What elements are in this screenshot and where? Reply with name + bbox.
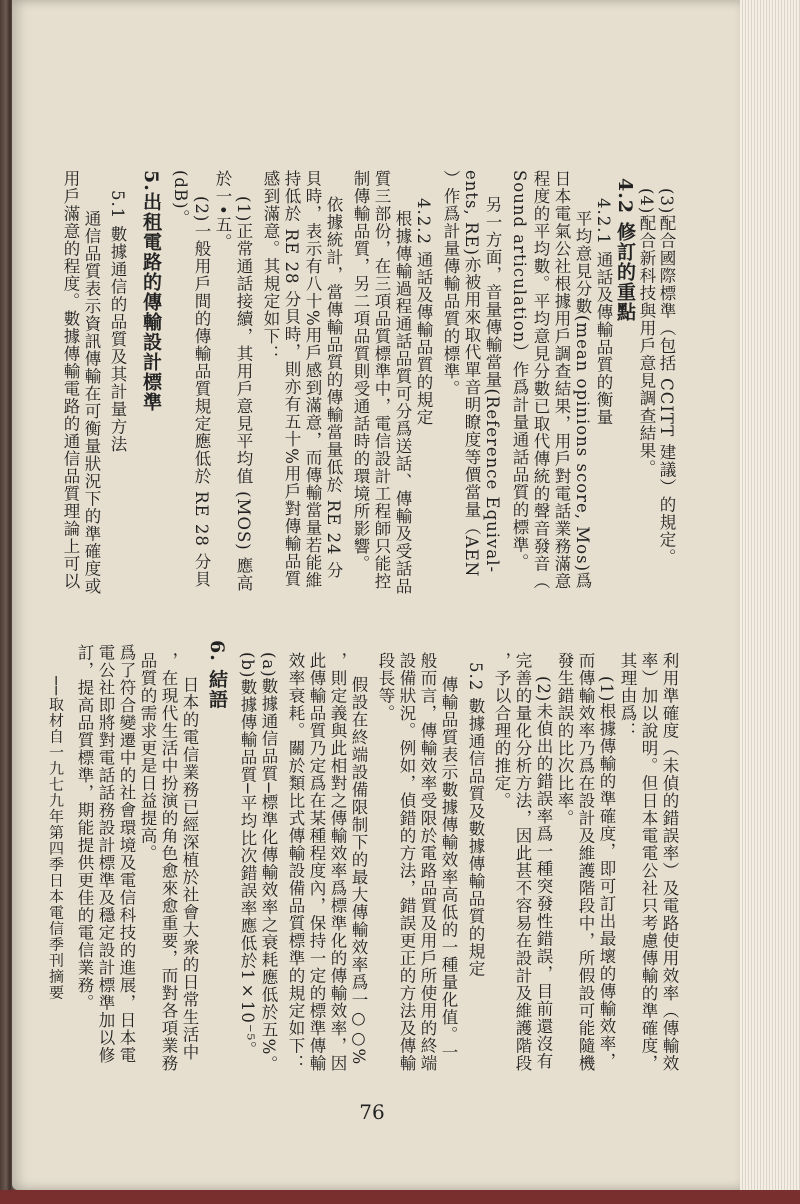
text-column: 般而言，傳輸效率受限於電路品質及用戶所使用的終端	[418, 652, 437, 1072]
text-column: 日本電氣公社根據用戶調查結果，用戶對電話業務滿意	[552, 170, 571, 590]
text-column: 其理由爲：	[618, 652, 637, 740]
text-column: (2)一般用戶間的傳輸品質規定應低於 RE 28 分貝	[192, 196, 211, 589]
text-column: (a)數據通信品質─標準化傳輸效率之衰耗應低於五%。	[259, 652, 278, 1073]
text-column: 品質的需求更是日益提高。	[138, 652, 157, 862]
text-column: 於一•五。	[213, 170, 232, 251]
text-column: 發生錯誤的比次比率。	[555, 652, 574, 827]
text-column: (3)配合國際標準（包括 CCITT 建議）的規定。	[657, 188, 676, 566]
text-column: 而傳輸效率乃爲在設計及維護階段中，所假設可能隨機	[576, 652, 595, 1072]
text-column: ，在現代生活中扮演的角色愈來愈重要，而對各項業務	[159, 652, 178, 1072]
text-column: 利用準確度（未偵的錯誤率）及電路使用效率（傳輸效	[660, 652, 679, 1072]
text-column: 效率衰耗。關於類比式傳輸設備品質標準的規定如下：	[286, 652, 305, 1072]
section-heading: 5.出租電路的傳輸設計標準	[140, 170, 162, 412]
subsection-heading: 4.2.2 通話及傳輸品質的規定	[414, 198, 433, 427]
subsection-heading: 5.1 數據通信的品質及其計量方法	[108, 190, 127, 453]
page-edges	[740, 0, 800, 1196]
subsection-heading: 5.2 數據通信品質及數據傳輸品質的規定	[466, 662, 485, 978]
text-column: ，予以合理的推定。	[492, 652, 511, 810]
text-column: (dB)。	[171, 170, 190, 228]
text-column: (1)根據傳輸的準確度，即可訂出最壞的傳輸效率，	[597, 676, 616, 1070]
text-column: 貝時，表示有八十%用戶感到滿意，而傳輸當量若能維	[303, 170, 322, 590]
text-column: 感到滿意。其規定如下：	[261, 170, 280, 363]
text-column: (4)配合新科技與用戶意見調查結果。	[637, 188, 656, 477]
text-column: 另一方面，音量傳輸當量(Reference Equival-	[483, 196, 502, 574]
text-column: (1)正常通話接續，其用戶意見平均值 (MOS) 應高	[234, 196, 253, 592]
book-cover-edge	[0, 1190, 800, 1204]
text-column: 設備狀況。例如，偵錯的方法，錯誤更正的方法及傳輸	[397, 652, 416, 1072]
text-column: (b)數據傳輸品質─平均比次錯誤率應低於1×10⁻⁵。	[238, 652, 257, 1059]
page-number: 76	[359, 1100, 385, 1124]
text-column: (2)未偵出的錯誤率爲一種突發性錯誤，目前還沒有	[534, 676, 553, 1070]
text-column: 電公社即將對電話話務設計標準及穩定設計標準加以修	[96, 644, 115, 1064]
text-column: 假設在終端設備限制下的最大傳輸效率爲一○○%	[349, 676, 368, 1066]
text-column: Sound articulation）作爲計量通話品質的標準。	[510, 170, 529, 571]
text-column: ）作爲計量傳輸品質的標準。	[441, 170, 460, 398]
text-column: 爲了符合變遷中的社會環境及電信科技的進展，日本電	[117, 644, 136, 1064]
text-column: 訂，提高品質標準，期能提供更佳的電信業務。	[75, 644, 94, 1012]
text-column: 根據傳輸過程通話品質可分爲送話、傳輸及受話品	[393, 210, 412, 595]
text-column: 此傳輸品質乃定爲在某種程度內，保持一定的標準傳輸	[307, 652, 326, 1072]
text-column: ents, RE)亦被用來取代單音明瞭度等價當量（AEN	[462, 170, 481, 578]
text-column: 用戶滿意的程度。數據傳輸電路的通信品質理論上可以	[61, 170, 80, 590]
source-note: ──取材自一九七九年第四季日本電信季刊摘要	[47, 676, 65, 1001]
section-heading: 6. 結語	[206, 640, 228, 710]
text-column: 段長等。	[376, 652, 395, 722]
text-column: 平均意見分數(mean opinions score, Mos)爲	[573, 210, 592, 590]
text-column: 制傳輸品質，另二項品質則受通話時的環境所影響。	[351, 170, 370, 573]
text-column: 程度的平均數。平均意見分數已取代傳統的聲音發音（	[531, 170, 550, 590]
text-column: ，則定義與此相對之傳輸效率爲標準化的傳輸效率，因	[328, 652, 347, 1072]
text-column: 完善的量化分析方法，因此甚不容易在設計及維護階段	[513, 652, 532, 1072]
section-heading: 4.2 修訂的重點	[614, 178, 636, 322]
text-column: 率）加以說明。但日本電電公社只考慮傳輸的準確度，	[639, 652, 658, 1072]
text-column: 依據統計，當傳輸品質的傳輸當量低於 RE 24 分	[324, 196, 343, 580]
text-column: 日本的電信業務已經深植於社會大衆的日常生活中	[180, 676, 199, 1061]
subsection-heading: 4.2.1 通話及傳輸品質的衡量	[594, 198, 613, 427]
text-column: 傳輸品質表示數據傳輸效率高低的一種量化值。一	[439, 676, 458, 1061]
book-page	[12, 0, 748, 1190]
text-column: 通信品質表示資訊傳輸在可衡量狀況下的準確度或	[82, 210, 101, 595]
text-column: 持低於 RE 28 分貝時，則亦有五十%用戶對傳輸品質	[282, 170, 301, 588]
text-column: 質三部份，在三項品質標準中，電信設計工程師只能控	[372, 170, 391, 590]
